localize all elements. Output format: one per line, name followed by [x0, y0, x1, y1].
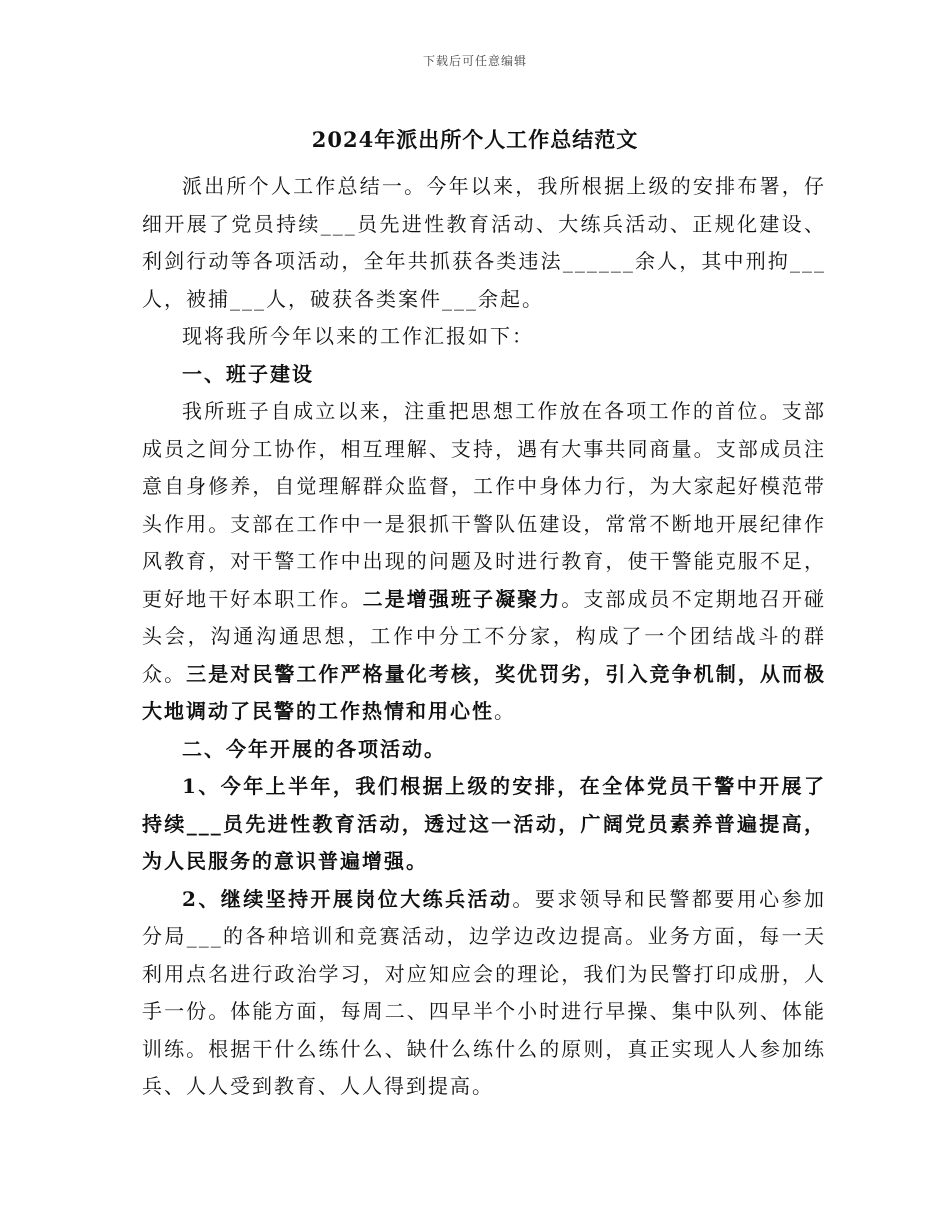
paragraph-activity-2-text: 。要求领导和民警都要用心参加分局___的各种培训和竞赛活动，边学边改边提高。业务方面，每一天利用点名进行政治学习，对应知应会的理论，我们为民警打印成册，人手一份。体能方面，每周二、四早半个小时进行早操、集中队列、体能训练。根据干什么练什么、缺什么练什么的原则，真正实现人人参加练兵、人人受到教育、人人得到提高。	[142, 886, 826, 1098]
paragraph-team-text-1: 我所班子自成立以来，注重把思想工作放在各项工作的首位。支部成员之间分工协作，相互理解、支持，遇有大事共同商量。支部成员注意自身修养，自觉理解群众监督，工作中身体力行，为大家起好模范带头作用。支部在工作中一是狠抓干警队伍建设，常常不断地开展纪律作风教育，对干警工作中出现的问题及时进行教育，使干警能克服不足，更好地干好本职工作。	[142, 399, 826, 611]
paragraph-activity-2	[142, 881, 826, 1106]
section-heading-team-text: 一、班子建设	[182, 361, 314, 386]
paragraph-intro-text: 派出所个人工作总结一。今年以来，我所根据上级的安排布署，仔细开展了党员持续___员先进性教育活动、大练兵活动、正规化建设、利剑行动等各项活动，全年共抓获各类违法______余人，其中刑拘___人，被捕___人，破获各类案件___余起。	[142, 174, 826, 311]
paragraph-intro	[142, 168, 826, 318]
paragraph-activity-1	[142, 768, 826, 881]
paragraph-team-bold-1: 二是增强班子凝聚力	[362, 586, 562, 611]
section-heading-activities	[142, 731, 826, 769]
paragraph-activity-2-bold: 2、继续坚持开展岗位大练兵活动	[182, 886, 513, 911]
document-body	[142, 168, 826, 1106]
paragraph-report-lead-text: 现将我所今年以来的工作汇报如下：	[182, 324, 534, 348]
paragraph-activity-1-text: 1、今年上半年，我们根据上级的安排，在全体党员干警中开展了持续___员先进性教育活动，透过这一活动，广阔党员素养普遍提高，为人民服务的意识普遍增强。	[142, 774, 826, 873]
document-title: 2024年派出所个人工作总结范文	[311, 127, 639, 152]
paragraph-team-bold-2: 三是对民警工作严格量化考核，奖优罚劣，引入竞争机制，从而极大地调动了民警的工作热情和用心性	[142, 661, 827, 723]
section-heading-activities-text: 二、今年开展的各项活动。	[182, 736, 446, 761]
paragraph-team-text-3: 。	[494, 699, 516, 723]
page-header-note: 下载后可任意编辑	[422, 54, 527, 68]
paragraph-team-building	[142, 393, 826, 731]
paragraph-team-text-2: 。支部成员不定期地召开碰头会，沟通沟通思想，工作中分工不分家，构成了一个团结战斗的群众。	[142, 586, 827, 686]
paragraph-report-lead	[142, 318, 826, 356]
section-heading-team	[142, 356, 826, 394]
